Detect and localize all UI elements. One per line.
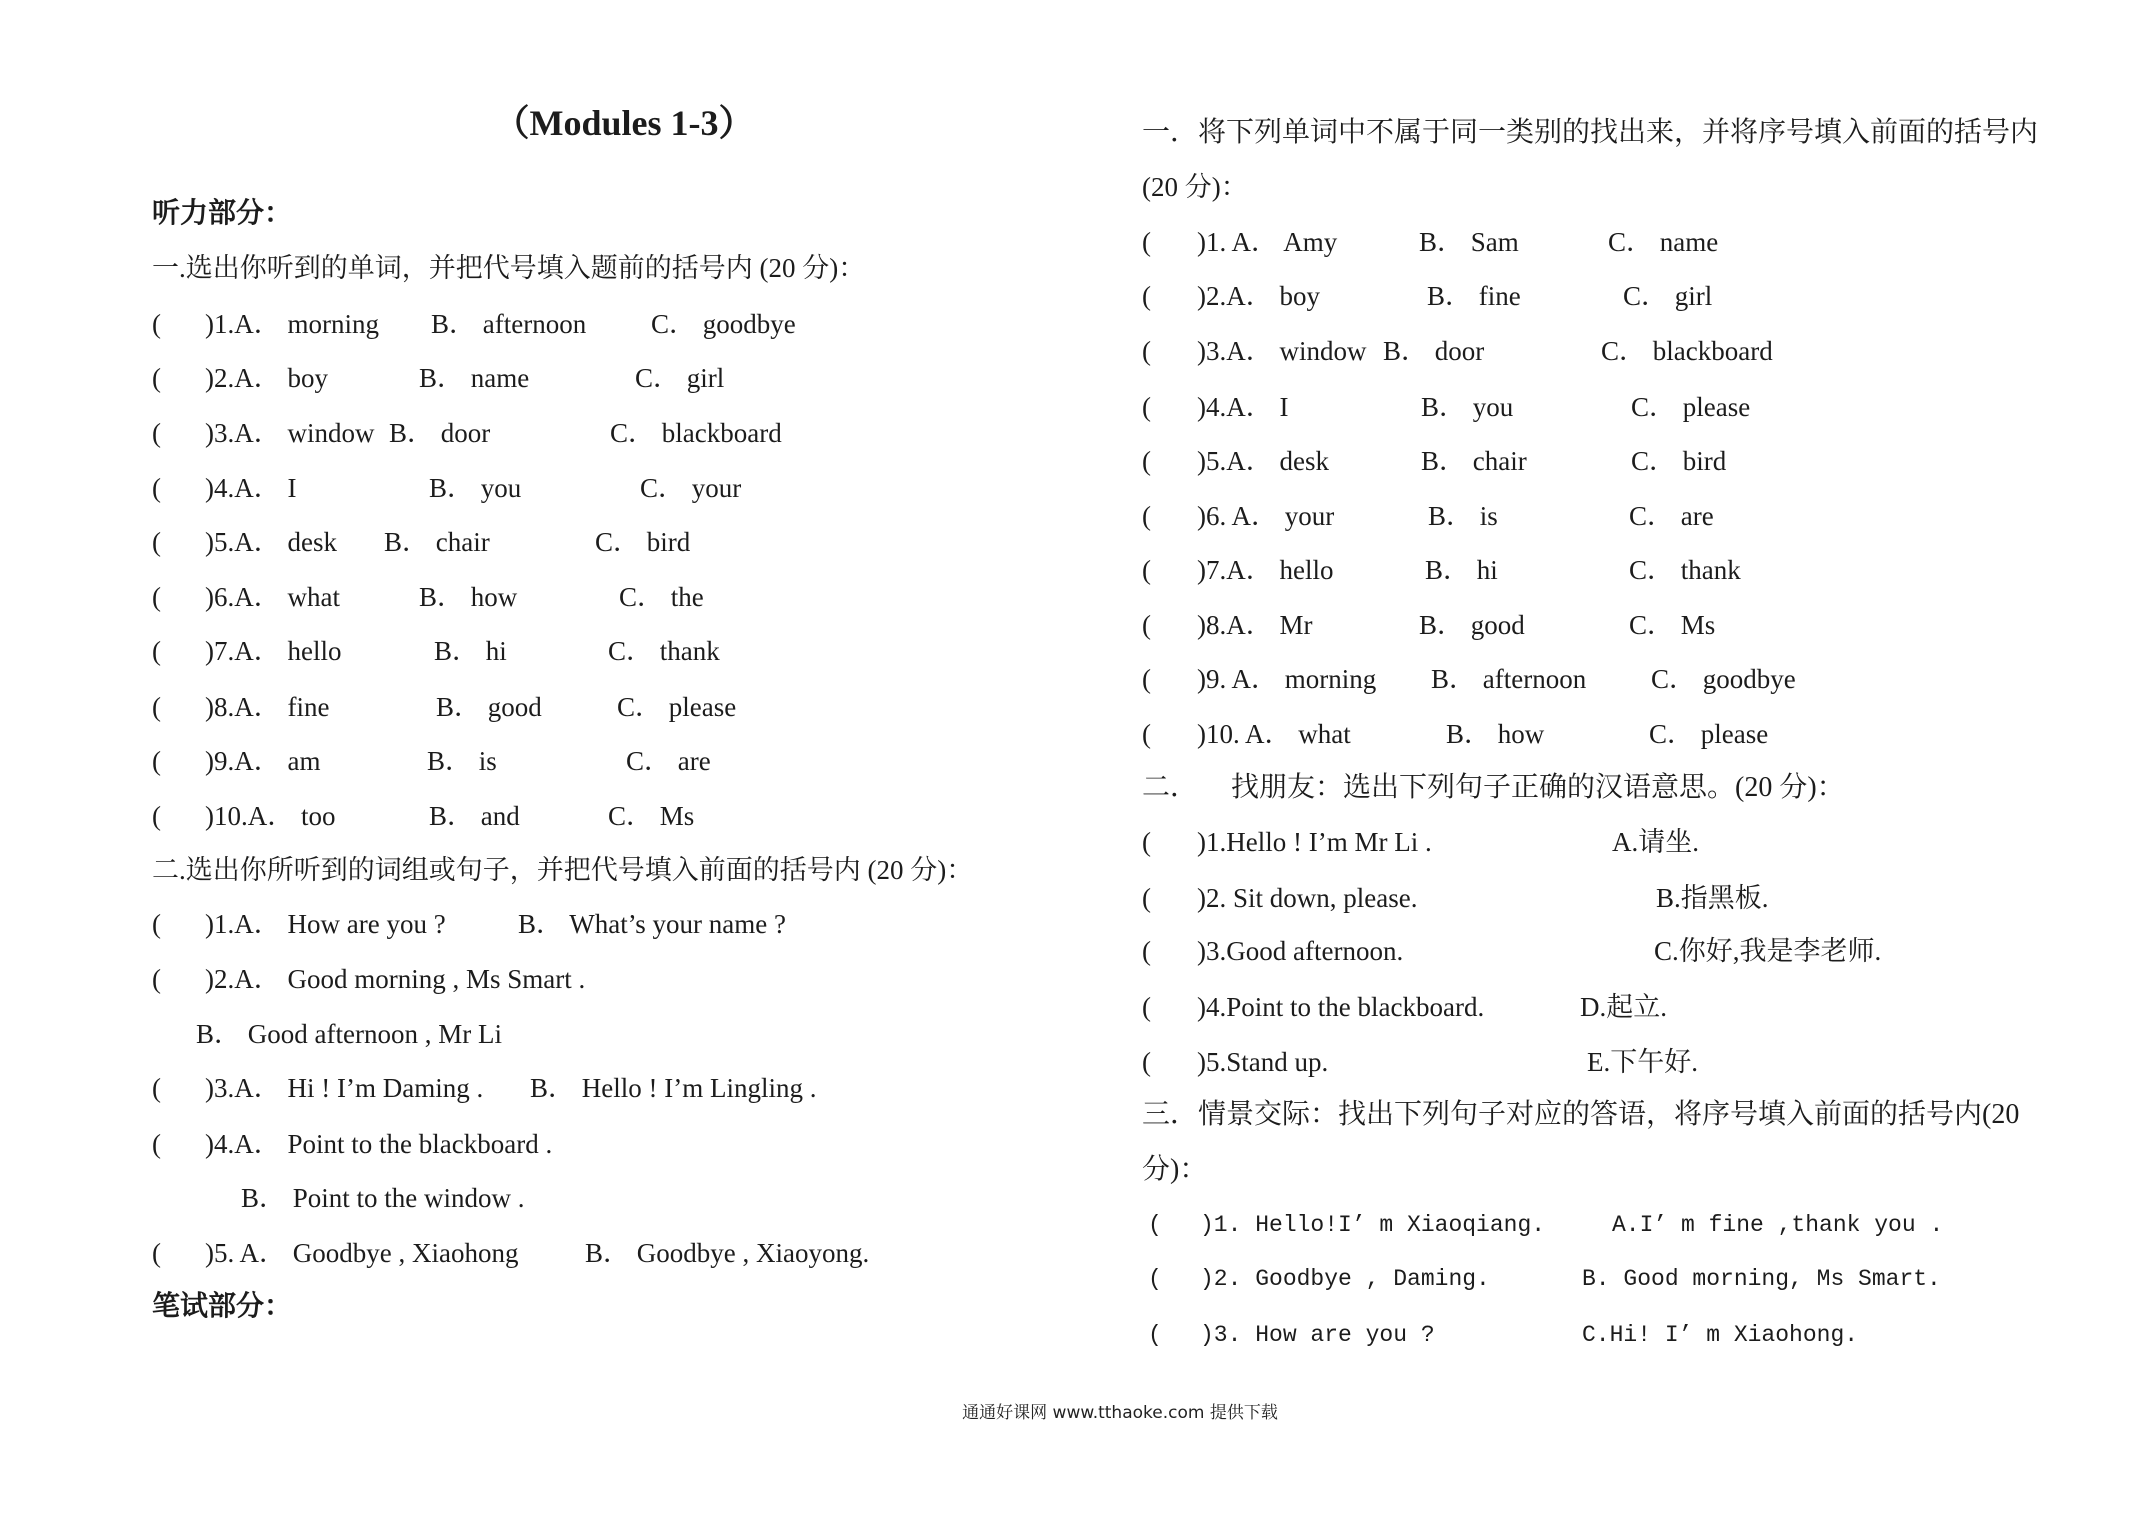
option-a: )10.A． too xyxy=(205,801,336,831)
option-c: C． girl xyxy=(635,363,725,393)
option-a: )3.A． Hi ! I’m Daming . xyxy=(205,1073,484,1103)
option-a: )6. A． your xyxy=(1197,501,1335,531)
answer-bracket: ( xyxy=(152,527,161,557)
option-a: )3.A． window xyxy=(1197,336,1367,366)
option-b: B． door xyxy=(1383,336,1485,366)
option-c: C． the xyxy=(619,582,704,612)
answer-bracket: ( xyxy=(1142,227,1151,257)
question-text: )3. How are you ? xyxy=(1200,1322,1435,1348)
question-text: )1. Hello!I’ m Xiaoqiang. xyxy=(1200,1212,1546,1238)
option-a: )4.A． I xyxy=(1197,392,1289,422)
option-b: B． hi xyxy=(1425,555,1498,585)
answer-bracket: ( xyxy=(152,1129,161,1159)
answer-choice: E.下午好. xyxy=(1587,1047,1698,1077)
option-b: B． hi xyxy=(434,636,507,666)
answer-bracket: ( xyxy=(152,363,161,393)
option-a: )9.A． am xyxy=(205,746,321,776)
answer-bracket: ( xyxy=(1142,883,1151,913)
question-text: )2. Goodbye , Daming. xyxy=(1200,1266,1490,1292)
option-a: )8.A． fine xyxy=(205,692,330,722)
option-b: B． and xyxy=(429,801,520,831)
option-b: B． good xyxy=(436,692,542,722)
answer-bracket: ( xyxy=(1142,336,1151,366)
answer-bracket: ( xyxy=(1148,1212,1162,1238)
option-a: )4.A． I xyxy=(205,473,297,503)
option-a: )7.A． hello xyxy=(205,636,342,666)
section-title: 找朋友：选出下列句子正确的汉语意思。(20 分)： xyxy=(1231,772,1845,803)
section-title-continued: (20 分)： xyxy=(1142,172,1248,202)
option-c: C． name xyxy=(1608,227,1719,257)
answer-bracket: ( xyxy=(1142,392,1151,422)
option-c: C． bird xyxy=(1631,446,1727,476)
answer-bracket: ( xyxy=(1142,827,1151,857)
option-a: )5. A． Goodbye , Xiaohong xyxy=(205,1238,519,1268)
option-b: B． afternoon xyxy=(431,309,587,339)
listening-header: 听力部分： xyxy=(152,198,293,229)
answer-bracket: ( xyxy=(152,636,161,666)
option-b: B． how xyxy=(1446,719,1545,749)
option-c: C． please xyxy=(1631,392,1751,422)
answer-bracket: ( xyxy=(152,1238,161,1268)
answer-bracket: ( xyxy=(152,801,161,831)
answer-bracket: ( xyxy=(1142,664,1151,694)
option-b: B． good xyxy=(1419,610,1525,640)
option-b: B． name xyxy=(419,363,530,393)
option-b: B． fine xyxy=(1427,281,1521,311)
option-b: B． Good afternoon , Mr Li xyxy=(196,1019,502,1049)
section-number: 二． xyxy=(1142,772,1199,803)
option-a: )2.A． Good morning , Ms Smart . xyxy=(205,964,586,994)
section-title: 二.选出你所听到的词组或句子，并把代号填入前面的括号内 (20 分)： xyxy=(152,855,974,885)
section-title: 一.选出你听到的单词，并把代号填入题前的括号内 (20 分)： xyxy=(152,253,866,283)
option-b: B． how xyxy=(419,582,518,612)
answer-choice: D.起立. xyxy=(1580,992,1667,1022)
question-text: )3.Good afternoon. xyxy=(1197,936,1404,966)
option-a: )2.A． boy xyxy=(205,363,328,393)
question-text: )5.Stand up. xyxy=(1197,1047,1329,1077)
answer-choice: C.你好,我是李老师. xyxy=(1654,936,1882,966)
option-c: C． thank xyxy=(608,636,720,666)
option-b: B． is xyxy=(427,746,497,776)
option-b: B． chair xyxy=(1421,446,1527,476)
answer-bracket: ( xyxy=(1142,501,1151,531)
answer-bracket: ( xyxy=(152,1073,161,1103)
option-c: C． please xyxy=(617,692,737,722)
option-b: B． Goodbye , Xiaoyong. xyxy=(585,1238,870,1268)
option-a: )9. A． morning xyxy=(1197,664,1377,694)
option-a: )1.A． How are you ? xyxy=(205,909,446,939)
answer-choice: B.指黑板. xyxy=(1656,883,1769,913)
option-c: C． are xyxy=(626,746,711,776)
option-b: B． afternoon xyxy=(1431,664,1587,694)
answer-bracket: ( xyxy=(1142,719,1151,749)
option-a: )6.A． what xyxy=(205,582,340,612)
answer-bracket: ( xyxy=(1148,1322,1162,1348)
option-c: C． blackboard xyxy=(1601,336,1773,366)
option-c: C． goodbye xyxy=(1651,664,1796,694)
page-title: （Modules 1-3） xyxy=(493,103,755,143)
option-b: B． you xyxy=(429,473,522,503)
answer-bracket: ( xyxy=(152,909,161,939)
option-a: )1. A． Amy xyxy=(1197,227,1338,257)
option-a: )2.A． boy xyxy=(1197,281,1320,311)
option-b: B． you xyxy=(1421,392,1514,422)
option-a: )4.A． Point to the blackboard . xyxy=(205,1129,553,1159)
question-text: )2. Sit down, please. xyxy=(1197,883,1418,913)
question-text: )1.Hello ! I’m Mr Li . xyxy=(1197,827,1432,857)
answer-choice: A.请坐. xyxy=(1612,827,1699,857)
answer-bracket: ( xyxy=(152,692,161,722)
answer-bracket: ( xyxy=(1142,610,1151,640)
answer-bracket: ( xyxy=(1142,1047,1151,1077)
answer-bracket: ( xyxy=(152,309,161,339)
option-b: B． Sam xyxy=(1419,227,1519,257)
option-a: )8.A． Mr xyxy=(1197,610,1313,640)
option-a: )5.A． desk xyxy=(1197,446,1329,476)
written-header: 笔试部分： xyxy=(152,1291,293,1322)
option-c: C． thank xyxy=(1629,555,1741,585)
option-c: C． your xyxy=(640,473,742,503)
option-b: B． What’s your name ? xyxy=(518,909,786,939)
option-a: )7.A． hello xyxy=(1197,555,1334,585)
answer-bracket: ( xyxy=(1142,936,1151,966)
answer-bracket: ( xyxy=(152,473,161,503)
option-a: )10. A． what xyxy=(1197,719,1351,749)
option-c: C． girl xyxy=(1623,281,1713,311)
option-b: B． chair xyxy=(384,527,490,557)
option-c: C． please xyxy=(1649,719,1769,749)
section-title-continued: 分)： xyxy=(1142,1154,1208,1185)
section-title: 三．情景交际：找出下列句子对应的答语，将序号填入前面的括号内(20 xyxy=(1142,1099,2020,1130)
answer-choice: A.I’ m fine ,thank you . xyxy=(1612,1212,1944,1238)
answer-bracket: ( xyxy=(1142,281,1151,311)
option-b: B． is xyxy=(1428,501,1498,531)
option-c: C． Ms xyxy=(608,801,695,831)
answer-bracket: ( xyxy=(1148,1266,1162,1292)
option-b: B． Point to the window . xyxy=(241,1183,525,1213)
answer-choice: B. Good morning, Ms Smart. xyxy=(1582,1266,1941,1292)
option-c: C． Ms xyxy=(1629,610,1716,640)
option-c: C． bird xyxy=(595,527,691,557)
option-c: C． are xyxy=(1629,501,1714,531)
option-b: B． Hello ! I’m Lingling . xyxy=(530,1073,817,1103)
answer-bracket: ( xyxy=(1142,992,1151,1022)
answer-bracket: ( xyxy=(1142,555,1151,585)
page-footer: 通通好课网 www.tthaoke.com 提供下载 xyxy=(962,1403,1278,1423)
answer-choice: C.Hi! I’ m Xiaohong. xyxy=(1582,1322,1859,1348)
answer-bracket: ( xyxy=(152,964,161,994)
option-a: )1.A． morning xyxy=(205,309,379,339)
answer-bracket: ( xyxy=(152,418,161,448)
answer-bracket: ( xyxy=(1142,446,1151,476)
option-a: )3.A． window xyxy=(205,418,375,448)
answer-bracket: ( xyxy=(152,746,161,776)
option-c: C． goodbye xyxy=(651,309,796,339)
section-title: 一．将下列单词中不属于同一类别的找出来，并将序号填入前面的括号内 xyxy=(1142,117,2039,148)
option-b: B． door xyxy=(389,418,491,448)
question-text: )4.Point to the blackboard. xyxy=(1197,992,1485,1022)
option-a: )5.A． desk xyxy=(205,527,337,557)
option-c: C． blackboard xyxy=(610,418,782,448)
answer-bracket: ( xyxy=(152,582,161,612)
